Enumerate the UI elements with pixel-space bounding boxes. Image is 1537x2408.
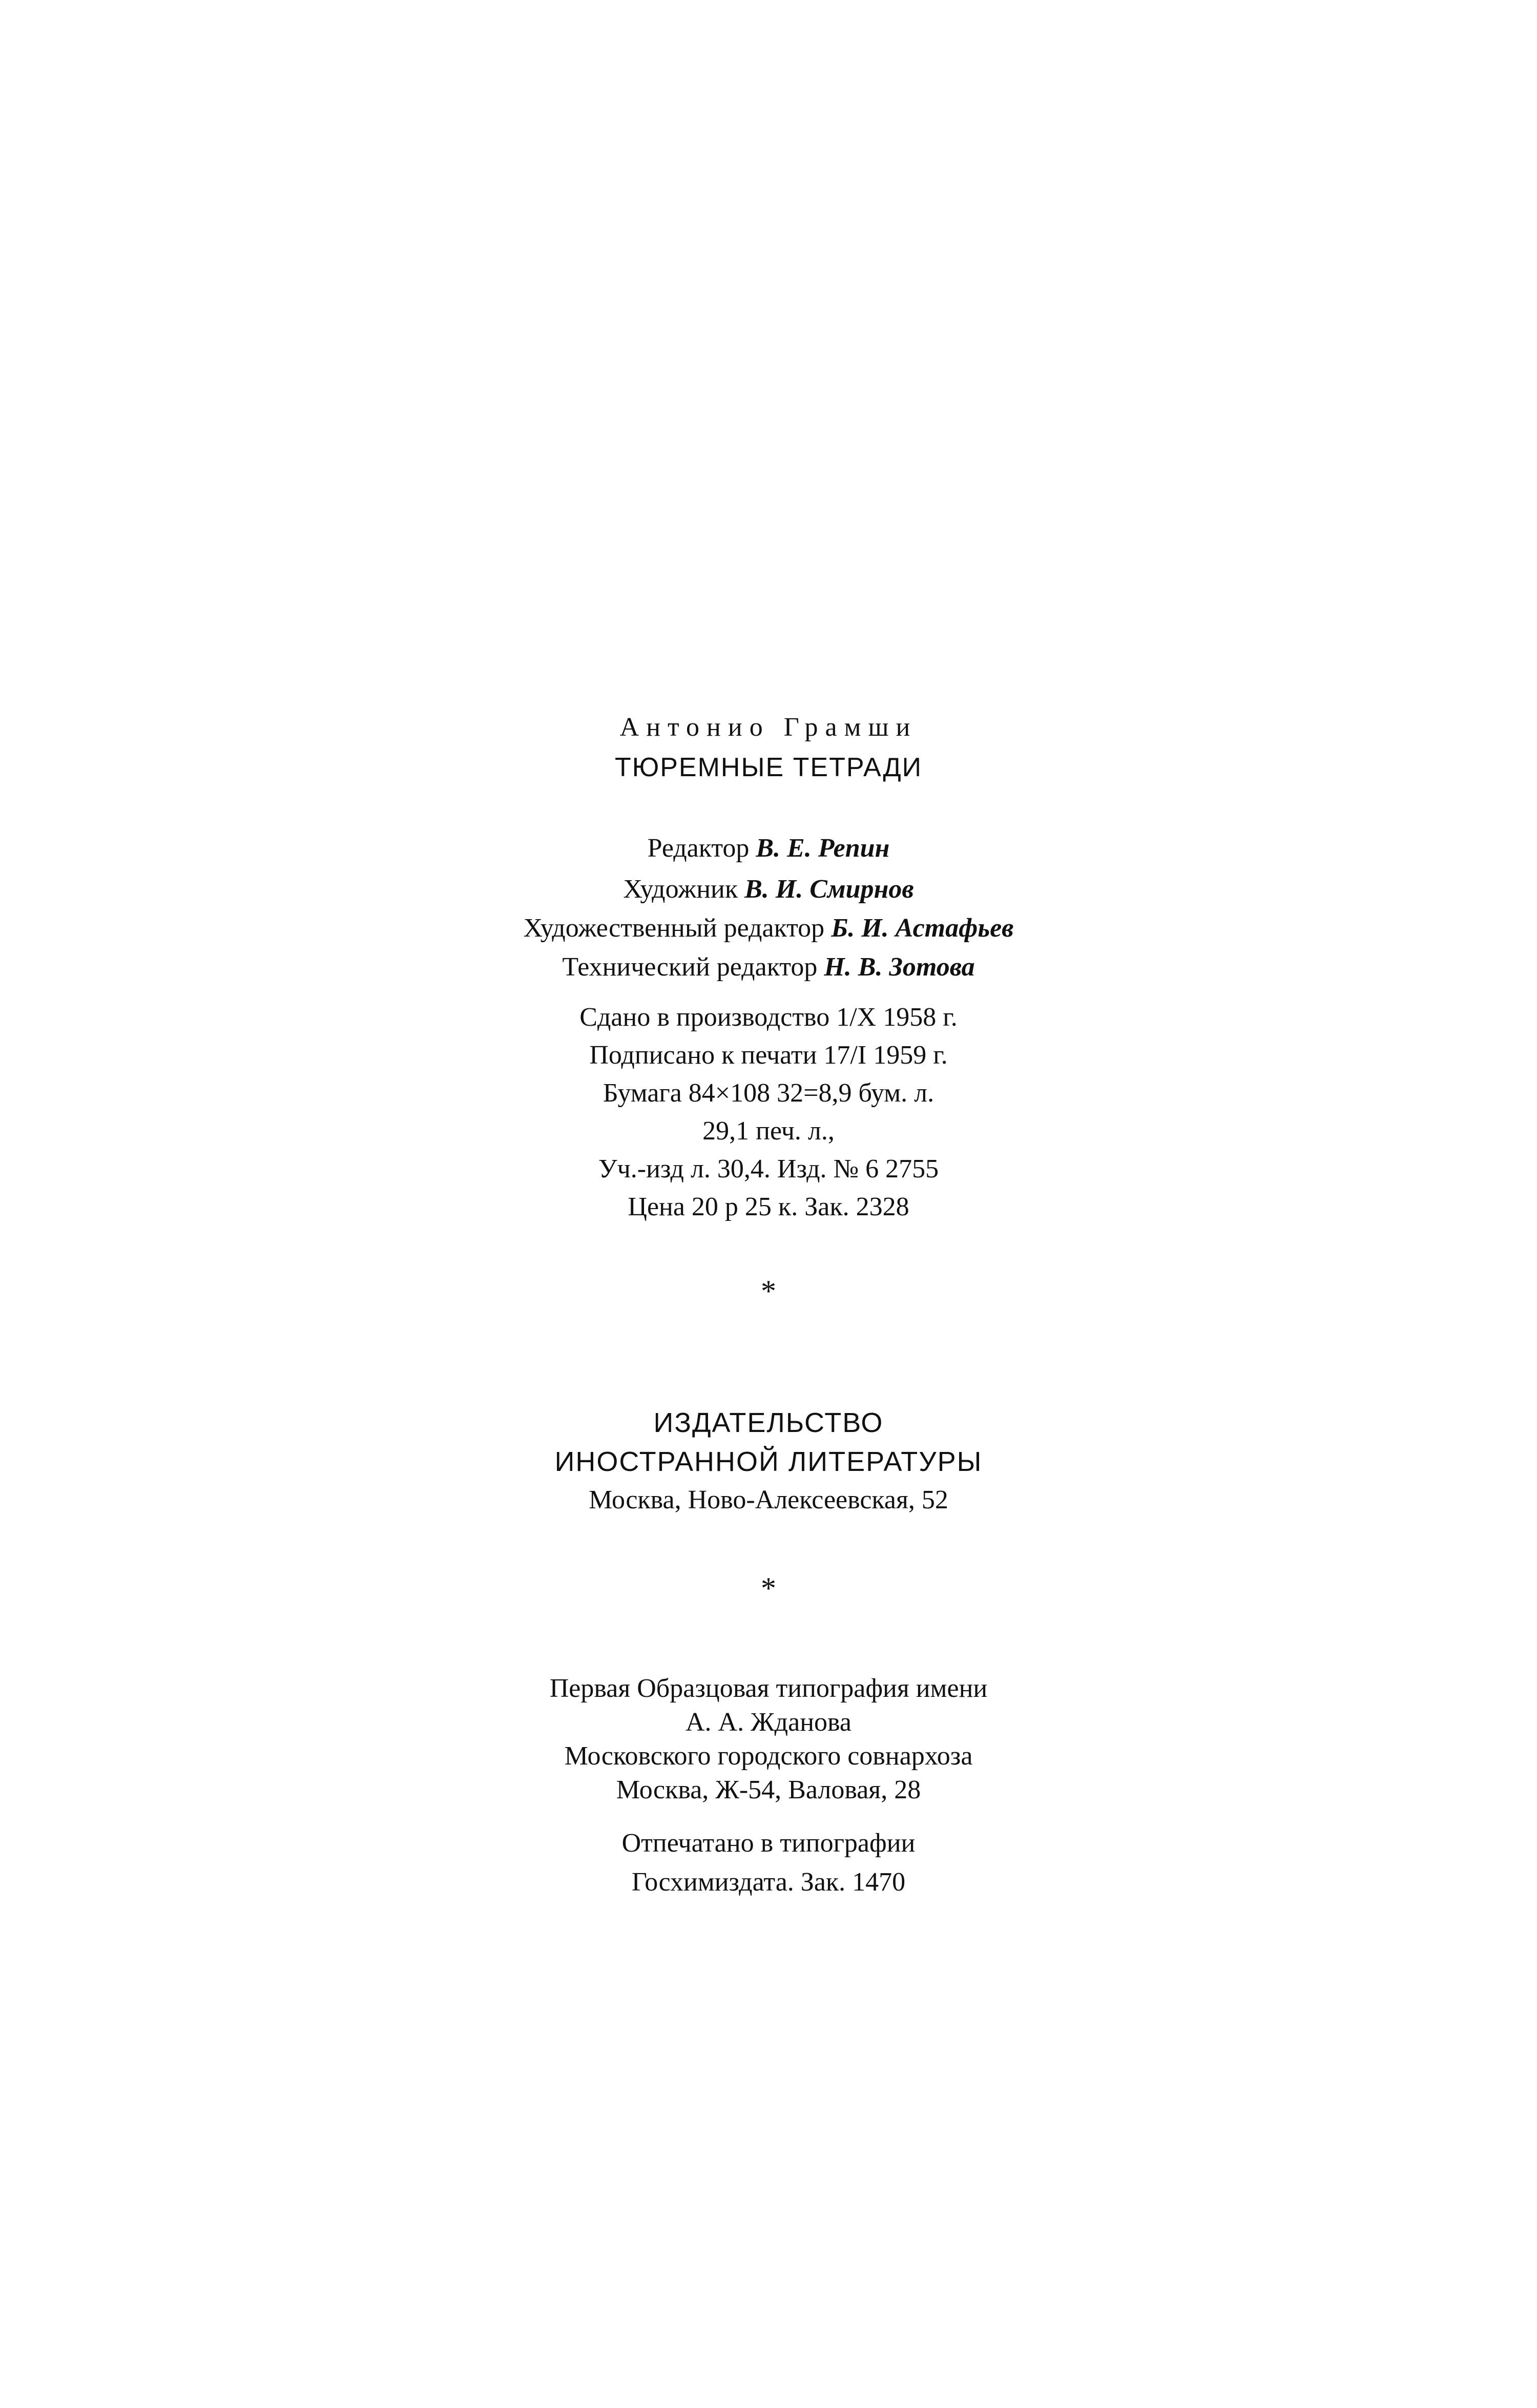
printed-line: Госхимиздата. Зак. 1470 <box>631 1867 906 1897</box>
imprint-line: Сдано в производство 1/X 1958 г. <box>579 1003 958 1032</box>
publisher-name-line1: ИЗДАТЕЛЬСТВО <box>653 1407 884 1438</box>
imprint-line: 29,1 печ. л., <box>702 1116 835 1146</box>
imprint-line: Уч.-изд л. 30,4. Изд. № 6 2755 <box>598 1154 939 1184</box>
credit-role: Технический редактор <box>562 952 818 982</box>
publisher-name-line2: ИНОСТРАННОЙ ЛИТЕРАТУРЫ <box>554 1446 983 1477</box>
credit-name: Н. В. Зотова <box>824 952 975 982</box>
printer-line: А. А. Жданова <box>685 1708 851 1737</box>
imprint-line: Подписано к печати 17/I 1959 г. <box>589 1041 948 1070</box>
separator-asterisk: * <box>761 1571 776 1605</box>
credit-name: Б. И. Астафьев <box>831 914 1014 943</box>
printer-line: Москва, Ж-54, Валовая, 28 <box>616 1775 921 1804</box>
separator-asterisk: * <box>761 1274 776 1308</box>
credit-name: В. Е. Репин <box>756 834 890 863</box>
credit-tech-editor <box>0 954 1537 981</box>
credit-role: Художник <box>623 875 738 904</box>
credit-editor <box>0 835 1537 862</box>
credit-role: Художественный редактор <box>523 914 825 943</box>
credit-art-editor <box>0 915 1537 942</box>
printer-line: Первая Образцовая типография имени <box>549 1674 988 1703</box>
publisher-address: Москва, Ново-Алексеевская, 52 <box>589 1485 948 1514</box>
imprint-line: Бумага 84×108 32=8,9 бум. л. <box>603 1078 934 1108</box>
book-title: ТЮРЕМНЫЕ ТЕТРАДИ <box>614 753 923 782</box>
printer-line: Московского городского совнархоза <box>564 1741 973 1771</box>
printed-line: Отпечатано в типографии <box>621 1829 916 1858</box>
imprint-line: Цена 20 р 25 к. Зак. 2328 <box>628 1192 909 1221</box>
book-author: Антонио Грамши <box>619 713 918 742</box>
credit-artist <box>0 876 1537 903</box>
credit-role: Редактор <box>647 834 750 863</box>
credit-name: В. И. Смирнов <box>744 875 914 904</box>
